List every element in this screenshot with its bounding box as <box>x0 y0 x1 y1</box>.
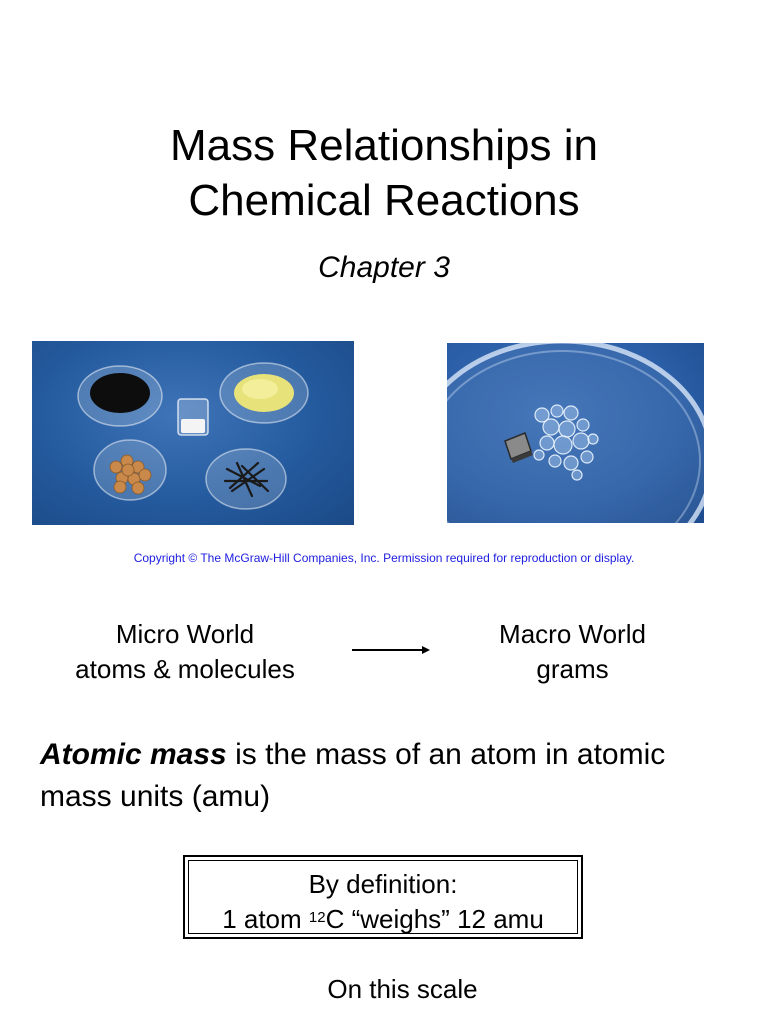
title-line-2: Chemical Reactions <box>188 176 580 225</box>
definition-text: is the mass of an atom in atomic mass units (amu) <box>40 738 666 813</box>
isotope-mass-number: 12 <box>308 909 326 926</box>
chemical-samples-illustration <box>32 341 354 525</box>
reaction-dish-photo <box>447 343 704 523</box>
micro-world-detail: atoms & molecules <box>75 654 295 684</box>
chemical-samples-photo <box>32 341 354 525</box>
right-arrow-icon <box>352 642 432 658</box>
slide-title <box>0 118 768 228</box>
macro-world-detail: grams <box>536 654 609 684</box>
definition-box-inner <box>188 860 578 934</box>
title-line-1: Mass Relationships in <box>170 121 598 170</box>
macro-world-label <box>440 617 705 687</box>
macro-world-title: Macro World <box>499 619 646 649</box>
micro-world-label <box>40 617 330 687</box>
chapter-subtitle: Chapter 3 <box>318 251 450 284</box>
copyright-notice: Copyright © The McGraw-Hill Companies, Inc. Permission required for reproduction or display. <box>133 551 635 565</box>
box-heading: By definition: <box>308 869 458 899</box>
box-statement <box>189 902 577 937</box>
definition-term: Atomic mass <box>40 738 227 771</box>
scale-text: On this scale <box>327 974 478 1004</box>
micro-world-title: Micro World <box>115 619 255 649</box>
box-statement-suffix: C “weighs” 12 amu <box>325 904 544 934</box>
reaction-dish-illustration <box>447 343 704 523</box>
atomic-mass-definition <box>40 734 740 818</box>
definition-box <box>183 855 583 939</box>
box-statement-prefix: 1 atom <box>222 904 309 934</box>
